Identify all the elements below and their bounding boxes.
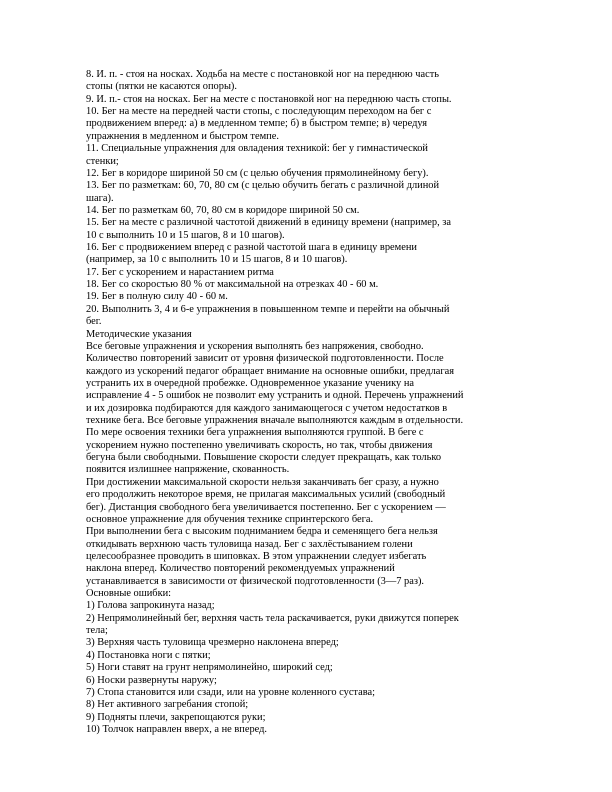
text-line: 19. Бег в полную силу 40 - 60 м.	[86, 291, 228, 302]
text-line: 10 с выполнить 10 и 15 шагов, 8 и 10 шагов).	[86, 230, 285, 241]
text-line: 7) Стопа становится или сзади, или на уровне коленного сустава;	[86, 687, 375, 698]
text-line: 1) Голова запрокинута назад;	[86, 600, 215, 611]
text-line: (например, за 10 с выполнить 10 и 15 шагов, 8 и 10 шагов).	[86, 254, 348, 265]
text-line: 2) Непрямолинейный бег, верхняя часть тела раскачивается, руки движутся поперек	[86, 613, 459, 624]
text-line: 6) Носки развернуты наружу;	[86, 675, 217, 686]
text-line: и их дозировка подбираются для каждого занимающегося с учетом недостатков в	[86, 403, 448, 414]
text-line: основное упражнение для обучения технике спринтерского бега.	[86, 514, 374, 525]
text-line: стенки;	[86, 156, 119, 167]
text-line: 11. Специальные упражнения для овладения техникой: бег у гимнастической	[86, 143, 428, 154]
text-line: 15. Бег на месте с различной частотой движений в единицу времени (например, за	[86, 217, 451, 228]
text-line: 9. И. п.- стоя на носках. Бег на месте с постановкой ног на переднюю часть стопы.	[86, 94, 452, 105]
text-line: 17. Бег с ускорением и нарастанием ритма	[86, 267, 274, 278]
text-line: 18. Бег со скоростью 80 % от максимальной на отрезках 40 - 60 м.	[86, 279, 379, 290]
text-line: 8) Нет активного загребания стопой;	[86, 699, 249, 710]
text-line: 14. Бег по разметкам 60, 70, 80 см в коридоре шириной 50 см.	[86, 205, 360, 216]
text-line: Основные ошибки:	[86, 588, 172, 599]
text-line: технике бега. Все беговые упражнения вначале выполняются каждым в отдельности.	[86, 415, 464, 426]
text-line: каждого из ускорений педагог обращает внимание на основные ошибки, предлагая	[86, 366, 455, 377]
text-line: 12. Бег в коридоре шириной 50 см (с целью обучения прямолинейному бегу).	[86, 168, 429, 179]
text-line: шага).	[86, 193, 114, 204]
text-line: появится излишнее напряжение, скованность.	[86, 464, 290, 475]
text-line: 5) Ноги ставят на грунт непрямолинейно, широкий сед;	[86, 662, 333, 673]
text-line: При достижении максимальной скорости нельзя заканчивать бег сразу, а нужно	[86, 477, 439, 488]
text-line: продвижением вперед: а) в медленном темпе; б) в быстром темпе; в) чередуя	[86, 118, 428, 129]
text-line: 13. Бег по разметкам: 60, 70, 80 см (с целью обучить бегать с различной длиной	[86, 180, 440, 191]
text-line: исправление 4 - 5 ошибок не позволит ему устранить и одной. Перечень упражнений	[86, 390, 464, 401]
text-line: устанавливается в зависимости от физической подготовленности (3—7 раз).	[86, 576, 425, 587]
text-line: ускорением нужно постепенно увеличивать скорость, но так, чтобы движения	[86, 440, 433, 451]
text-line: По мере освоения техники бега упражнения выполняются группой. В беге с	[86, 427, 424, 438]
text-line: наклона вперед. Количество повторений рекомендуемых упражнений	[86, 563, 395, 574]
text-line: Методические указания	[86, 329, 192, 340]
text-line: бегуна были свободными. Повышение скорости следует прекращать, как только	[86, 452, 442, 463]
text-line: откидывать верхнюю часть туловища назад. Бег с захлёстыванием голени	[86, 539, 413, 550]
text-line: его продолжить некоторое время, не прилагая максимальных усилий (свободный	[86, 489, 446, 500]
text-line: Все беговые упражнения и ускорения выполнять без напряжения, свободно.	[86, 341, 424, 352]
text-line: тела;	[86, 625, 108, 636]
text-line: При выполнении бега с высоким подниманием бедра и семенящего бега нельзя	[86, 526, 438, 537]
text-line: 10) Толчок направлен вверх, а не вперед.	[86, 724, 268, 735]
text-line: 3) Верхняя часть туловища чрезмерно наклонена вперед;	[86, 637, 339, 648]
text-line: 10. Бег на месте на передней части стопы, с последующим переходом на бег с	[86, 106, 432, 117]
text-line: стопы (пятки не касаются опоры).	[86, 81, 237, 92]
text-line: 9) Подняты плечи, закрепощаются руки;	[86, 712, 266, 723]
text-line: целесообразнее проводить в шиповках. В этом упражнении следует избегать	[86, 551, 427, 562]
text-line: 16. Бег с продвижением вперед с разной частотой шага в единицу времени	[86, 242, 417, 253]
text-line: 8. И. п. - стоя на носках. Ходьба на месте с постановкой ног на переднюю часть	[86, 69, 440, 80]
text-line: бег). Дистанция свободного бега увеличивается постепенно. Бег с ускорением —	[86, 502, 446, 513]
text-line: устранить их в очередной пробежке. Одновременное указание ученику на	[86, 378, 414, 389]
text-line: 20. Выполнить 3, 4 и 6-е упражнения в повышенном темпе и перейти на обычный	[86, 304, 450, 315]
text-line: 4) Постановка ноги с пятки;	[86, 650, 211, 661]
text-line: Количество повторений зависит от уровня физической подготовленности. После	[86, 353, 444, 364]
text-line: упражнения в медленном и быстром темпе.	[86, 131, 279, 142]
text-line: бег.	[86, 316, 102, 327]
